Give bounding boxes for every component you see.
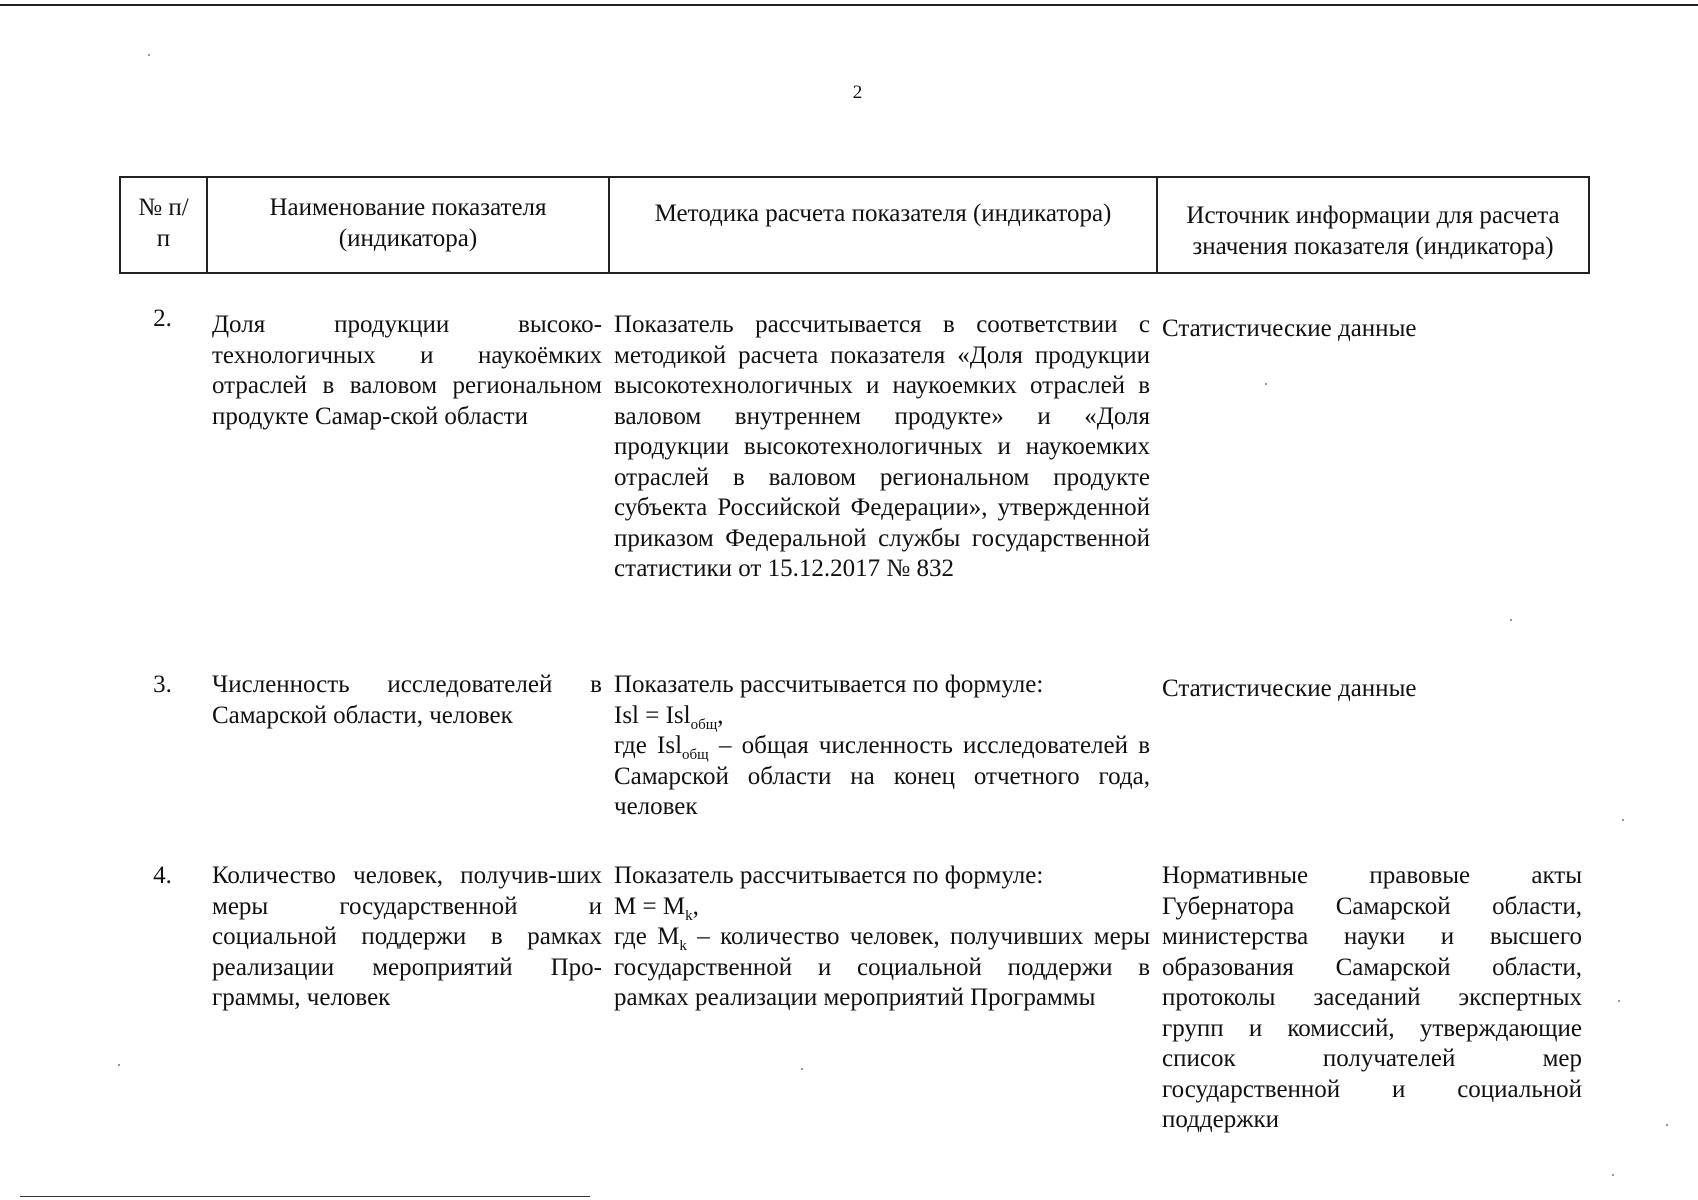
header-calculation-method: Методика расчета показателя (индикатора) — [609, 177, 1157, 273]
row-number: 3. — [153, 671, 172, 698]
indicator-table-body — [119, 304, 1588, 1136]
table-row — [119, 855, 1588, 1136]
header-indicator-name: Наименование показателя (индикатора) — [207, 177, 609, 273]
row-number: 2. — [153, 305, 172, 332]
formula-description: где Isl$_{общ}$ – общая численность исследователей в Самарской области на конец отчетного года, человек — [614, 732, 1151, 820]
calculation-method: Показатель рассчитывается в соответствии с методикой расчета показателя «Доля продукции высокотехнологичных и наукоемких отраслей в валовом внутреннем продукте» и «Доля продукции высокотехнологичных и наукоемких отраслей в валовом региональном продукте субъекта Российской Федерации», утвержденной приказом Федеральной службы государственной статистики от 15.12.2017 № 832 — [614, 311, 1150, 582]
formula-description: где $M_k$ – количество человек, получивших меры государственной и социальной поддержи в рамках реализации мероприятий Программы — [614, 923, 1150, 1011]
scan-speck — [148, 54, 150, 56]
header-number: № п/п — [120, 177, 207, 273]
indicator-name: Количество человек, получив-ших меры государственной и социальной поддержи в рамках реализации мероприятий Про-граммы, человек — [212, 862, 602, 1011]
calculation-method: Показатель рассчитывается по формуле: Isl = Isl$_{общ}$, где Isl$_{общ}$ – общая численность исследователей в Самарской области на конец отчетного года, человек — [608, 670, 1156, 855]
information-source: Нормативные правовые акты Губернатора Самарской области, министерства науки и высшего образования Самарской области, протоколы заседаний экспертных групп и комиссий, утверждающие список получателей мер государственной и социальной поддержки — [1162, 862, 1582, 1133]
top-rule — [0, 4, 1698, 6]
header-information-source: Источник информации для расчета значения показателя (индикатора) — [1157, 177, 1589, 273]
information-source: Статистические данные — [1162, 315, 1417, 342]
information-source: Статистические данные — [1162, 675, 1417, 702]
scan-speck — [1618, 1000, 1620, 1002]
indicator-name: Численность исследователей в Самарской области, человек — [212, 671, 602, 729]
scan-speck — [1666, 1124, 1668, 1126]
formula: Isl = Isl$_{общ}$, — [614, 701, 724, 733]
indicator-table-header — [119, 176, 1590, 274]
scan-speck — [1612, 1174, 1614, 1176]
row-number: 4. — [153, 862, 172, 889]
formula: $M = M_k$, — [614, 892, 699, 924]
calculation-method: Показатель рассчитывается по формуле: $M = M_k$, где $M_k$ – количество человек, получивших меры государственной и социальной поддержи в рамках реализации мероприятий Программы — [608, 855, 1156, 1136]
page-number: 2 — [852, 82, 863, 103]
indicator-name: Доля продукции высоко-технологичных и наукоёмких отраслей в валовом региональном продукте Самар-ской области — [212, 311, 602, 430]
bottom-rule — [20, 1196, 590, 1197]
scan-speck — [1622, 819, 1624, 821]
table-row — [119, 304, 1588, 670]
table-row — [119, 670, 1588, 855]
